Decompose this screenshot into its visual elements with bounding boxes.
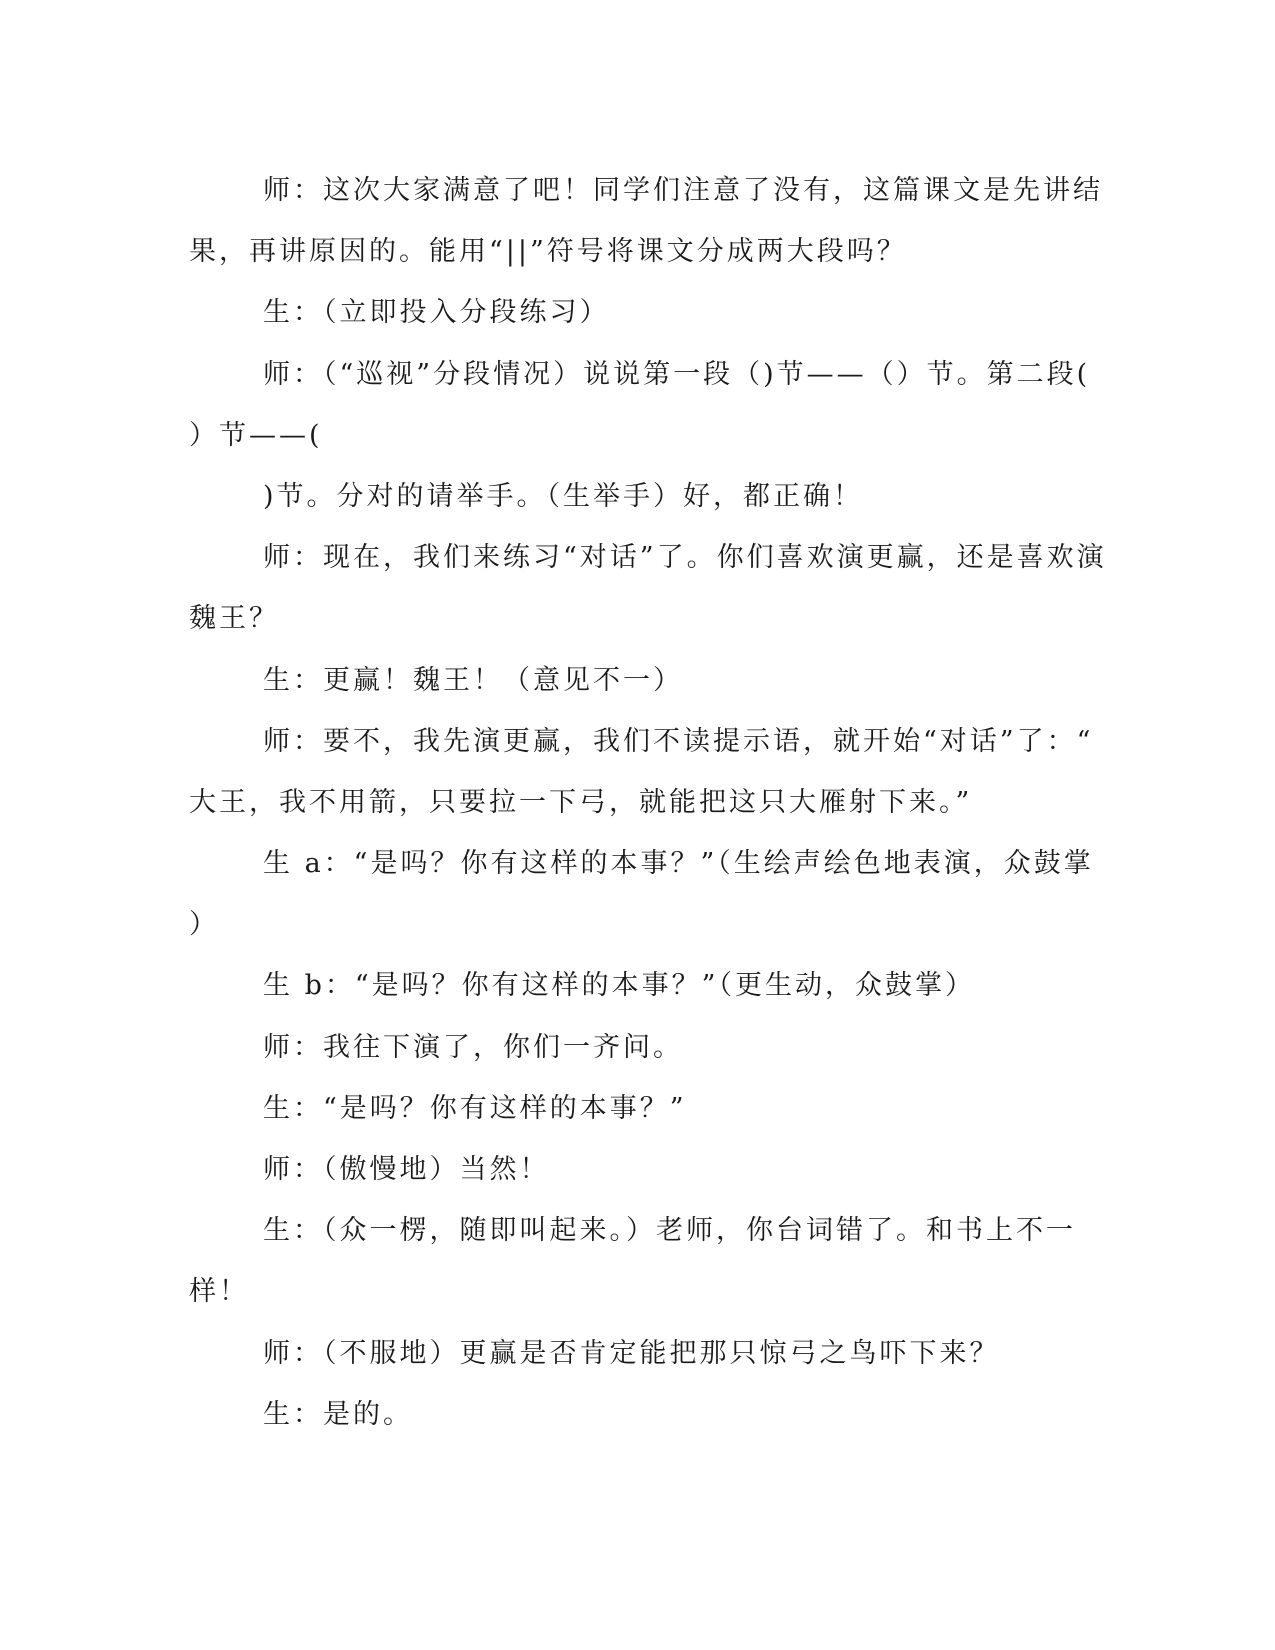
text-line: 师：这次大家满意了吧！同学们注意了没有，这篇课文是先讲结 xyxy=(263,175,1103,206)
text-line: 师：（傲慢地）当然！ xyxy=(263,1154,550,1185)
text-line: 魏王？ xyxy=(189,603,279,635)
lesson-transcript xyxy=(189,160,1107,1445)
text-line: ）节——( xyxy=(189,419,323,451)
text-line: 生：更赢！魏王！（意见不一） xyxy=(263,664,683,696)
text-line: 生：是的。 xyxy=(263,1398,413,1430)
text-line: 师：（“巡视”分段情况）说说第一段（)节——（）节。第二段( xyxy=(263,358,1091,390)
text-line: 生 b：“是吗？你有这样的本事？”（更生动，众鼓掌） xyxy=(263,970,975,1002)
text-line: 生：（众一楞，随即叫起来。）老师，你台词错了。和书上不一 xyxy=(263,1215,1076,1247)
text-line: )节。分对的请举手。（生举手）好，都正确！ xyxy=(263,480,864,512)
text-line: 果，再讲原因的。能用“||”符号将课文分成两大段吗？ xyxy=(189,236,907,268)
text-line: 师：要不，我先演更赢，我们不读提示语，就开始“对话”了：“ xyxy=(263,725,1094,757)
text-line: 样！ xyxy=(189,1276,249,1308)
text-line: 生：“是吗？你有这样的本事？” xyxy=(263,1092,687,1124)
text-line: 师：我往下演了，你们一齐问。 xyxy=(263,1031,683,1063)
text-line: 生：（立即投入分段练习） xyxy=(263,297,610,329)
text-line: ） xyxy=(189,909,219,941)
text-line: 师：（不服地）更赢是否肯定能把那只惊弓之鸟吓下来？ xyxy=(263,1337,1000,1369)
text-line: 生 a：“是吗？你有这样的本事？”（生绘声绘色地表演，众鼓掌 xyxy=(263,848,1094,880)
text-line: 师：现在，我们来练习“对话”了。你们喜欢演更赢，还是喜欢演 xyxy=(263,542,1107,574)
text-line: 大王，我不用箭，只要拉一下弓，就能把这只大雁射下来。” xyxy=(189,786,973,818)
